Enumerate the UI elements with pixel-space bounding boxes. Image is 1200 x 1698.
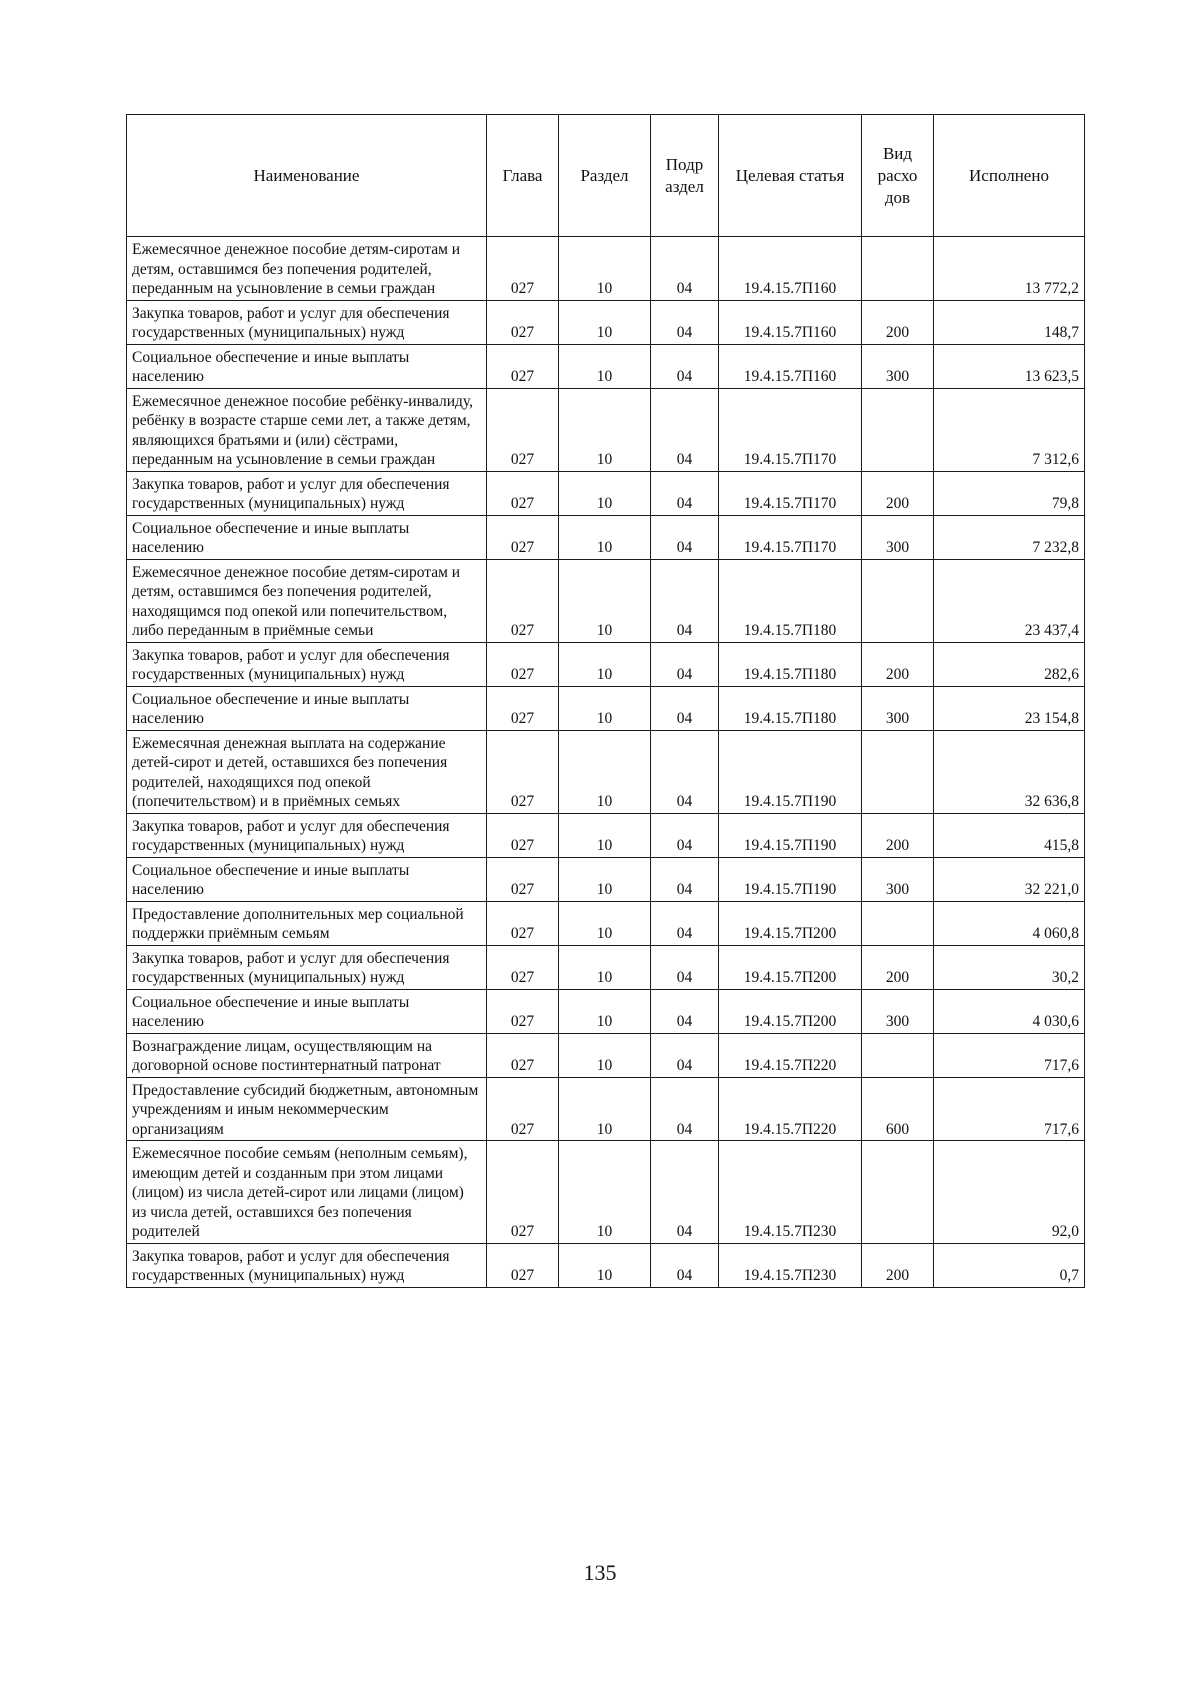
section-cell: 10 bbox=[559, 730, 651, 813]
name-cell: Социальное обеспечение и иные выплаты населению bbox=[127, 686, 487, 730]
table-row bbox=[127, 989, 1085, 1033]
header-row bbox=[127, 115, 1085, 237]
chapter-cell: 027 bbox=[487, 344, 559, 388]
subsection-cell: 04 bbox=[651, 857, 719, 901]
table-body bbox=[127, 237, 1085, 1288]
name-cell: Закупка товаров, работ и услуг для обеспечения государственных (муниципальных) нужд bbox=[127, 1243, 487, 1287]
chapter-cell: 027 bbox=[487, 989, 559, 1033]
subsection-cell: 04 bbox=[651, 559, 719, 642]
expense-type-cell bbox=[862, 559, 934, 642]
name-cell: Социальное обеспечение и иные выплаты населению bbox=[127, 344, 487, 388]
chapter-cell: 027 bbox=[487, 857, 559, 901]
subsection-cell: 04 bbox=[651, 1141, 719, 1244]
subsection-cell: 04 bbox=[651, 300, 719, 344]
chapter-cell: 027 bbox=[487, 686, 559, 730]
expense-type-cell: 200 bbox=[862, 471, 934, 515]
target-cell: 19.4.15.7П230 bbox=[719, 1141, 862, 1244]
name-cell: Предоставление дополнительных мер социальной поддержки приёмным семьям bbox=[127, 901, 487, 945]
subsection-cell: 04 bbox=[651, 344, 719, 388]
chapter-cell: 027 bbox=[487, 300, 559, 344]
table-row bbox=[127, 813, 1085, 857]
header-expense-type: Вид расхо дов bbox=[862, 115, 934, 237]
table-row bbox=[127, 344, 1085, 388]
amount-cell: 30,2 bbox=[934, 945, 1085, 989]
expense-type-cell: 300 bbox=[862, 686, 934, 730]
chapter-cell: 027 bbox=[487, 945, 559, 989]
amount-cell: 92,0 bbox=[934, 1141, 1085, 1244]
header-section: Раздел bbox=[559, 115, 651, 237]
table-row bbox=[127, 1033, 1085, 1077]
chapter-cell: 027 bbox=[487, 237, 559, 301]
name-cell: Предоставление субсидий бюджетным, автономным учреждениям и иным некоммерческим организациям bbox=[127, 1077, 487, 1141]
amount-cell: 282,6 bbox=[934, 642, 1085, 686]
subsection-cell: 04 bbox=[651, 945, 719, 989]
section-cell: 10 bbox=[559, 989, 651, 1033]
subsection-cell: 04 bbox=[651, 730, 719, 813]
section-cell: 10 bbox=[559, 642, 651, 686]
target-cell: 19.4.15.7П180 bbox=[719, 559, 862, 642]
budget-table bbox=[126, 114, 1085, 1288]
section-cell: 10 bbox=[559, 901, 651, 945]
header-executed: Исполнено bbox=[934, 115, 1085, 237]
amount-cell: 23 154,8 bbox=[934, 686, 1085, 730]
expense-type-cell bbox=[862, 1033, 934, 1077]
chapter-cell: 027 bbox=[487, 1243, 559, 1287]
table-row bbox=[127, 388, 1085, 471]
name-cell: Закупка товаров, работ и услуг для обеспечения государственных (муниципальных) нужд bbox=[127, 813, 487, 857]
name-cell: Вознаграждение лицам, осуществляющим на договорной основе постинтернатный патронат bbox=[127, 1033, 487, 1077]
expense-type-cell: 200 bbox=[862, 813, 934, 857]
table-row bbox=[127, 901, 1085, 945]
chapter-cell: 027 bbox=[487, 1141, 559, 1244]
table-row bbox=[127, 471, 1085, 515]
expense-type-cell: 300 bbox=[862, 344, 934, 388]
target-cell: 19.4.15.7П200 bbox=[719, 901, 862, 945]
section-cell: 10 bbox=[559, 300, 651, 344]
expense-type-cell bbox=[862, 730, 934, 813]
name-cell: Социальное обеспечение и иные выплаты населению bbox=[127, 989, 487, 1033]
target-cell: 19.4.15.7П220 bbox=[719, 1033, 862, 1077]
target-cell: 19.4.15.7П160 bbox=[719, 237, 862, 301]
name-cell: Социальное обеспечение и иные выплаты населению bbox=[127, 857, 487, 901]
header-target: Целевая статья bbox=[719, 115, 862, 237]
expense-type-cell bbox=[862, 388, 934, 471]
target-cell: 19.4.15.7П190 bbox=[719, 857, 862, 901]
expense-type-cell bbox=[862, 901, 934, 945]
table-row bbox=[127, 300, 1085, 344]
section-cell: 10 bbox=[559, 559, 651, 642]
section-cell: 10 bbox=[559, 344, 651, 388]
expense-type-cell: 200 bbox=[862, 945, 934, 989]
target-cell: 19.4.15.7П200 bbox=[719, 989, 862, 1033]
section-cell: 10 bbox=[559, 1141, 651, 1244]
name-cell: Ежемесячное денежное пособие детям-сиротам и детям, оставшимся без попечения родителей, переданным на усыновление в семьи граждан bbox=[127, 237, 487, 301]
expense-type-cell: 200 bbox=[862, 642, 934, 686]
table-row bbox=[127, 1243, 1085, 1287]
amount-cell: 32 636,8 bbox=[934, 730, 1085, 813]
section-cell: 10 bbox=[559, 1077, 651, 1141]
amount-cell: 4 030,6 bbox=[934, 989, 1085, 1033]
section-cell: 10 bbox=[559, 388, 651, 471]
target-cell: 19.4.15.7П170 bbox=[719, 515, 862, 559]
target-cell: 19.4.15.7П180 bbox=[719, 686, 862, 730]
expense-type-cell: 300 bbox=[862, 857, 934, 901]
expense-type-cell: 600 bbox=[862, 1077, 934, 1141]
amount-cell: 717,6 bbox=[934, 1033, 1085, 1077]
name-cell: Закупка товаров, работ и услуг для обеспечения государственных (муниципальных) нужд bbox=[127, 945, 487, 989]
section-cell: 10 bbox=[559, 945, 651, 989]
chapter-cell: 027 bbox=[487, 813, 559, 857]
chapter-cell: 027 bbox=[487, 1033, 559, 1077]
subsection-cell: 04 bbox=[651, 388, 719, 471]
subsection-cell: 04 bbox=[651, 1077, 719, 1141]
subsection-cell: 04 bbox=[651, 686, 719, 730]
chapter-cell: 027 bbox=[487, 642, 559, 686]
target-cell: 19.4.15.7П190 bbox=[719, 813, 862, 857]
table-row bbox=[127, 642, 1085, 686]
table-row bbox=[127, 730, 1085, 813]
chapter-cell: 027 bbox=[487, 515, 559, 559]
section-cell: 10 bbox=[559, 237, 651, 301]
amount-cell: 0,7 bbox=[934, 1243, 1085, 1287]
target-cell: 19.4.15.7П160 bbox=[719, 300, 862, 344]
page-number: 135 bbox=[583, 1560, 617, 1585]
target-cell: 19.4.15.7П180 bbox=[719, 642, 862, 686]
header-chapter: Глава bbox=[487, 115, 559, 237]
subsection-cell: 04 bbox=[651, 515, 719, 559]
target-cell: 19.4.15.7П170 bbox=[719, 388, 862, 471]
amount-cell: 4 060,8 bbox=[934, 901, 1085, 945]
table-row bbox=[127, 1077, 1085, 1141]
target-cell: 19.4.15.7П230 bbox=[719, 1243, 862, 1287]
table-row bbox=[127, 857, 1085, 901]
amount-cell: 32 221,0 bbox=[934, 857, 1085, 901]
name-cell: Ежемесячная денежная выплата на содержание детей-сирот и детей, оставшихся без попечения родителей, находящихся под опекой (попечительством) и в приёмных семьях bbox=[127, 730, 487, 813]
name-cell: Закупка товаров, работ и услуг для обеспечения государственных (муниципальных) нужд bbox=[127, 300, 487, 344]
name-cell: Закупка товаров, работ и услуг для обеспечения государственных (муниципальных) нужд bbox=[127, 471, 487, 515]
amount-cell: 415,8 bbox=[934, 813, 1085, 857]
expense-type-cell: 300 bbox=[862, 989, 934, 1033]
table-row bbox=[127, 237, 1085, 301]
amount-cell: 7 232,8 bbox=[934, 515, 1085, 559]
subsection-cell: 04 bbox=[651, 471, 719, 515]
amount-cell: 148,7 bbox=[934, 300, 1085, 344]
target-cell: 19.4.15.7П160 bbox=[719, 344, 862, 388]
name-cell: Социальное обеспечение и иные выплаты населению bbox=[127, 515, 487, 559]
section-cell: 10 bbox=[559, 471, 651, 515]
subsection-cell: 04 bbox=[651, 237, 719, 301]
expense-type-cell bbox=[862, 1141, 934, 1244]
table-row bbox=[127, 515, 1085, 559]
name-cell: Закупка товаров, работ и услуг для обеспечения государственных (муниципальных) нужд bbox=[127, 642, 487, 686]
target-cell: 19.4.15.7П170 bbox=[719, 471, 862, 515]
name-cell: Ежемесячное денежное пособие ребёнку-инвалиду, ребёнку в возрасте старше семи лет, а также детям, являющихся братьями и (или) сёстрами, переданным на усыновление в семьи граждан bbox=[127, 388, 487, 471]
chapter-cell: 027 bbox=[487, 471, 559, 515]
section-cell: 10 bbox=[559, 686, 651, 730]
amount-cell: 13 772,2 bbox=[934, 237, 1085, 301]
header-name: Наименование bbox=[127, 115, 487, 237]
expense-type-cell: 300 bbox=[862, 515, 934, 559]
subsection-cell: 04 bbox=[651, 642, 719, 686]
section-cell: 10 bbox=[559, 1033, 651, 1077]
amount-cell: 23 437,4 bbox=[934, 559, 1085, 642]
subsection-cell: 04 bbox=[651, 1033, 719, 1077]
subsection-cell: 04 bbox=[651, 989, 719, 1033]
chapter-cell: 027 bbox=[487, 1077, 559, 1141]
amount-cell: 79,8 bbox=[934, 471, 1085, 515]
name-cell: Ежемесячное денежное пособие детям-сиротам и детям, оставшимся без попечения родителей, находящимся под опекой или попечительством, либо переданным в приёмные семьи bbox=[127, 559, 487, 642]
table-row bbox=[127, 945, 1085, 989]
chapter-cell: 027 bbox=[487, 901, 559, 945]
section-cell: 10 bbox=[559, 857, 651, 901]
subsection-cell: 04 bbox=[651, 901, 719, 945]
expense-type-cell bbox=[862, 237, 934, 301]
expense-type-cell: 200 bbox=[862, 300, 934, 344]
amount-cell: 13 623,5 bbox=[934, 344, 1085, 388]
subsection-cell: 04 bbox=[651, 813, 719, 857]
name-cell: Ежемесячное пособие семьям (неполным семьям), имеющим детей и созданным при этом лицами (лицом) из числа детей-сирот или лицами (лицом) из числа детей, оставшихся без попечения родителей bbox=[127, 1141, 487, 1244]
section-cell: 10 bbox=[559, 813, 651, 857]
table-row bbox=[127, 686, 1085, 730]
amount-cell: 717,6 bbox=[934, 1077, 1085, 1141]
chapter-cell: 027 bbox=[487, 730, 559, 813]
subsection-cell: 04 bbox=[651, 1243, 719, 1287]
chapter-cell: 027 bbox=[487, 559, 559, 642]
table-row bbox=[127, 559, 1085, 642]
section-cell: 10 bbox=[559, 1243, 651, 1287]
section-cell: 10 bbox=[559, 515, 651, 559]
expense-type-cell: 200 bbox=[862, 1243, 934, 1287]
target-cell: 19.4.15.7П190 bbox=[719, 730, 862, 813]
target-cell: 19.4.15.7П220 bbox=[719, 1077, 862, 1141]
header-subsection: Подр аздел bbox=[651, 115, 719, 237]
amount-cell: 7 312,6 bbox=[934, 388, 1085, 471]
chapter-cell: 027 bbox=[487, 388, 559, 471]
table-row bbox=[127, 1141, 1085, 1244]
target-cell: 19.4.15.7П200 bbox=[719, 945, 862, 989]
